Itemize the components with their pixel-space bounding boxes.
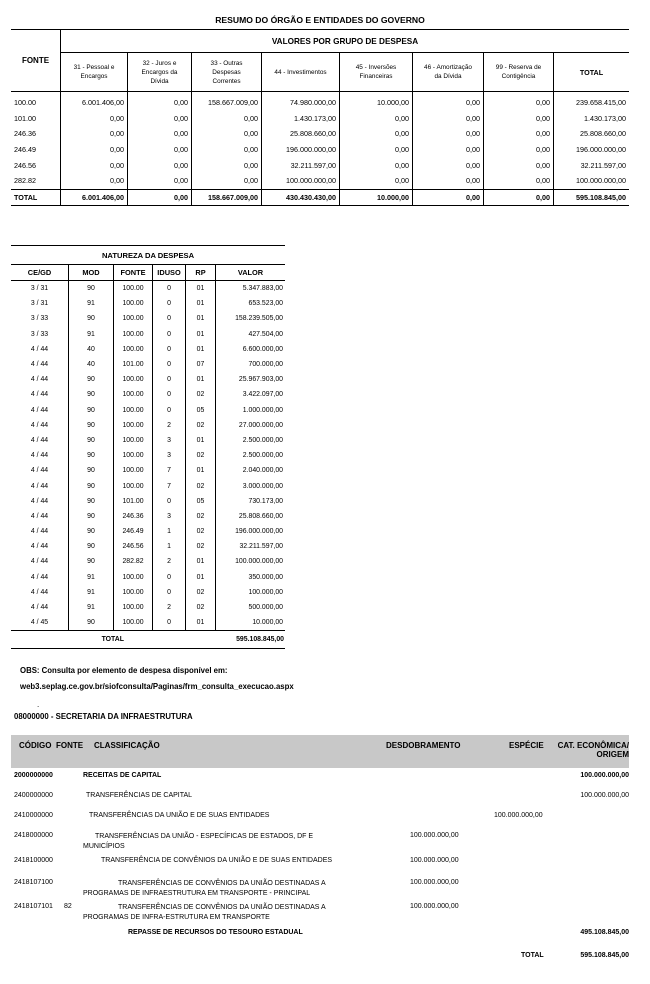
group-title: VALORES POR GRUPO DE DESPESA <box>61 30 630 53</box>
value-cell: 0,00 <box>340 126 413 142</box>
descricao-line: TRANSFERÊNCIAS DE CONVÊNIOS DA UNIÃO DESTINADAS A <box>118 904 326 911</box>
natureza-cell: 3 <box>153 433 186 448</box>
total-cell: 10.000,00 <box>340 189 413 205</box>
natureza-cell: 05 <box>186 494 216 509</box>
natureza-cell: 4 / 44 <box>30 604 49 612</box>
natureza-header-iduso: IDUSO <box>153 265 186 281</box>
natureza-cell: 100.00 <box>114 296 153 311</box>
natureza-cell: 4 / 44 <box>30 482 49 490</box>
natureza-cell: 100.00 <box>114 311 153 326</box>
natureza-cell: 100.00 <box>114 570 153 585</box>
col-header-total: TOTAL <box>554 53 630 92</box>
total-cell: 6.001.406,00 <box>61 189 128 205</box>
descricao-line: TRANSFERÊNCIAS DA UNIÃO - ESPECÍFICAS DE ESTADOS, DF E <box>95 833 314 840</box>
natureza-cell: 4 / 44 <box>30 467 49 475</box>
natureza-row <box>11 478 285 493</box>
natureza-cell: 653.523,00 <box>216 296 286 311</box>
value-cell: 0,00 <box>192 111 262 127</box>
value-cell: 0,00 <box>61 157 128 173</box>
natureza-row <box>11 342 285 357</box>
header-especie: ESPÉCIE <box>509 741 544 750</box>
natureza-cell: 500.000,00 <box>216 600 286 615</box>
natureza-row <box>11 554 285 569</box>
natureza-cell: 25.808.660,00 <box>216 509 286 524</box>
fonte-cell: 246.36 <box>14 129 36 139</box>
natureza-cell: 158.239.505,00 <box>216 311 286 326</box>
fonte-cell: 82 <box>64 903 72 910</box>
descricao-cell <box>83 879 383 899</box>
natureza-total-label: TOTAL <box>11 631 216 649</box>
codigo-cell: 2410000000 <box>14 812 53 819</box>
natureza-cell: 2.500.000,00 <box>216 433 286 448</box>
value-cell: 1.430.173,00 <box>554 111 630 127</box>
natureza-cell: 0 <box>153 403 186 418</box>
value-cell: 0,00 <box>484 111 554 127</box>
natureza-cell: 700.000,00 <box>216 357 286 372</box>
value-cell: 0,00 <box>413 92 484 111</box>
natureza-cell: 4 / 44 <box>30 528 49 536</box>
natureza-cell: 90 <box>69 418 114 433</box>
natureza-row <box>11 539 285 554</box>
natureza-cell: 1.000.000,00 <box>216 403 286 418</box>
natureza-row <box>11 463 285 478</box>
value-cell: 0,00 <box>128 142 192 158</box>
natureza-row <box>11 509 285 524</box>
natureza-header-valor: VALOR <box>216 265 286 281</box>
summary-row <box>11 126 629 142</box>
value-cell: 0,00 <box>484 173 554 189</box>
descricao-cell: RECEITAS DE CAPITAL <box>83 772 162 779</box>
desdobramento-cell: 100.000.000,00 <box>410 857 459 864</box>
natureza-row <box>11 387 285 402</box>
desdobramento-cell: 100.000.000,00 <box>410 832 459 839</box>
codigo-cell: 2418000000 <box>14 832 53 839</box>
natureza-cell: 100.00 <box>114 600 153 615</box>
classification-header <box>11 735 629 768</box>
value-cell: 0,00 <box>413 173 484 189</box>
col-header: 99 - Reserva de Contigência <box>484 53 554 92</box>
natureza-cell: 100.00 <box>114 615 153 631</box>
value-cell: 0,00 <box>413 111 484 127</box>
descricao-cell <box>83 832 383 852</box>
natureza-row <box>11 524 285 539</box>
natureza-cell: 02 <box>186 448 216 463</box>
value-cell: 0,00 <box>484 126 554 142</box>
natureza-cell: 0 <box>153 342 186 357</box>
natureza-row <box>11 327 285 342</box>
value-cell: 0,00 <box>340 157 413 173</box>
natureza-cell: 0 <box>153 570 186 585</box>
natureza-cell: 100.000,00 <box>216 585 286 600</box>
natureza-cell: 02 <box>186 524 216 539</box>
natureza-cell: 0 <box>153 327 186 342</box>
natureza-row <box>11 281 285 297</box>
summary-total-label: TOTAL <box>11 189 61 205</box>
codigo-cell: 2418107100 <box>14 879 53 886</box>
natureza-cell: 91 <box>69 600 114 615</box>
natureza-cell: 100.00 <box>114 327 153 342</box>
descricao-cell: TRANSFERÊNCIA DE CONVÊNIOS DA UNIÃO E DE SUAS ENTIDADES <box>101 857 333 864</box>
natureza-cell: 90 <box>69 433 114 448</box>
value-cell: 25.808.660,00 <box>262 126 340 142</box>
value-cell: 0,00 <box>192 173 262 189</box>
natureza-row <box>11 615 285 631</box>
natureza-row <box>11 570 285 585</box>
natureza-cell: 2 <box>153 418 186 433</box>
col-header: 45 - Inversões Financeiras <box>340 53 413 92</box>
fonte-cell: 246.49 <box>14 145 36 155</box>
natureza-cell: 427.504,00 <box>216 327 286 342</box>
value-cell: 0,00 <box>128 92 192 111</box>
summary-row <box>11 142 629 158</box>
repasse-value: 495.108.845,00 <box>580 929 629 936</box>
natureza-cell: 01 <box>186 570 216 585</box>
secretaria-title: 08000000 - SECRETARIA DA INFRAESTRUTURA <box>14 712 193 721</box>
descricao-line: TRANSFERÊNCIAS DE CONVÊNIOS DA UNIÃO DESTINADAS A <box>118 880 326 887</box>
value-cell: 0,00 <box>413 126 484 142</box>
natureza-table <box>11 245 285 649</box>
natureza-cell: 02 <box>186 509 216 524</box>
natureza-cell: 02 <box>186 585 216 600</box>
header-desdobramento: DESDOBRAMENTO <box>386 741 461 750</box>
summary-row <box>11 157 629 173</box>
value-cell: 0,00 <box>192 142 262 158</box>
total-cell: 0,00 <box>484 189 554 205</box>
natureza-row <box>11 448 285 463</box>
natureza-cell: 02 <box>186 387 216 402</box>
natureza-row <box>11 600 285 615</box>
natureza-title: NATUREZA DA DESPESA <box>11 246 285 265</box>
natureza-row <box>11 296 285 311</box>
natureza-cell: 3 / 33 <box>30 330 49 338</box>
natureza-cell: 3 / 31 <box>30 300 49 308</box>
natureza-cell: 100.00 <box>114 433 153 448</box>
dot-mark: . <box>37 700 40 709</box>
summary-table <box>11 10 629 206</box>
value-cell: 10.000,00 <box>340 92 413 111</box>
desdobramento-cell: 100.000.000,00 <box>410 879 459 886</box>
natureza-cell: 3 / 33 <box>30 315 49 323</box>
natureza-cell: 100.00 <box>114 403 153 418</box>
natureza-cell: 91 <box>69 296 114 311</box>
natureza-cell: 0 <box>153 311 186 326</box>
value-cell: 0,00 <box>484 157 554 173</box>
header-codigo: CÓDIGO <box>19 741 52 750</box>
natureza-cell: 3 <box>153 448 186 463</box>
value-cell: 0,00 <box>340 173 413 189</box>
natureza-cell: 196.000.000,00 <box>216 524 286 539</box>
natureza-cell: 90 <box>69 372 114 387</box>
value-cell: 0,00 <box>128 126 192 142</box>
natureza-cell: 101.00 <box>114 357 153 372</box>
natureza-cell: 90 <box>69 524 114 539</box>
natureza-cell: 2 <box>153 554 186 569</box>
natureza-cell: 90 <box>69 494 114 509</box>
total-cell: 158.667.009,00 <box>192 189 262 205</box>
natureza-cell: 4 / 44 <box>30 361 49 369</box>
natureza-cell: 246.49 <box>114 524 153 539</box>
natureza-cell: 6.600.000,00 <box>216 342 286 357</box>
natureza-row <box>11 403 285 418</box>
value-cell: 0,00 <box>128 173 192 189</box>
value-cell: 0,00 <box>484 142 554 158</box>
natureza-cell: 0 <box>153 296 186 311</box>
natureza-cell: 4 / 44 <box>30 436 49 444</box>
natureza-cell: 90 <box>69 448 114 463</box>
value-cell: 196.000.000,00 <box>262 142 340 158</box>
natureza-cell: 90 <box>69 463 114 478</box>
natureza-cell: 91 <box>69 327 114 342</box>
natureza-cell: 90 <box>69 311 114 326</box>
fonte-cell: 100.00 <box>14 98 36 108</box>
natureza-row <box>11 494 285 509</box>
col-header: 31 - Pessoal e Encargos <box>61 53 128 92</box>
value-cell: 0,00 <box>61 111 128 127</box>
codigo-cell: 2418100000 <box>14 857 53 864</box>
natureza-cell: 40 <box>69 342 114 357</box>
total-value: 595.108.845,00 <box>580 952 629 959</box>
natureza-cell: 100.00 <box>114 372 153 387</box>
descricao-cell: TRANSFERÊNCIAS DE CAPITAL <box>86 792 193 799</box>
natureza-cell: 4 / 45 <box>30 619 49 627</box>
col-header: 32 - Juros e Encargos da Dívida <box>128 53 192 92</box>
natureza-cell: 4 / 44 <box>30 512 49 520</box>
natureza-cell: 90 <box>69 387 114 402</box>
natureza-cell: 4 / 44 <box>30 543 49 551</box>
value-cell: 0,00 <box>61 142 128 158</box>
natureza-cell: 0 <box>153 585 186 600</box>
natureza-cell: 32.211.597,00 <box>216 539 286 554</box>
natureza-row <box>11 433 285 448</box>
natureza-cell: 01 <box>186 433 216 448</box>
value-cell: 6.001.406,00 <box>61 92 128 111</box>
natureza-cell: 2 <box>153 600 186 615</box>
natureza-cell: 2.500.000,00 <box>216 448 286 463</box>
natureza-cell: 01 <box>186 463 216 478</box>
natureza-cell: 730.173,00 <box>216 494 286 509</box>
natureza-cell: 3.422.097,00 <box>216 387 286 402</box>
value-cell: 100.000.000,00 <box>554 173 630 189</box>
natureza-cell: 100.00 <box>114 463 153 478</box>
value-cell: 0,00 <box>413 142 484 158</box>
natureza-cell: 0 <box>153 372 186 387</box>
natureza-cell: 100.00 <box>114 387 153 402</box>
natureza-cell: 3 / 31 <box>30 285 49 293</box>
natureza-cell: 3 <box>153 509 186 524</box>
natureza-cell: 0 <box>153 615 186 631</box>
value-cell: 0,00 <box>413 157 484 173</box>
natureza-cell: 4 / 44 <box>30 421 49 429</box>
natureza-cell: 4 / 44 <box>30 558 49 566</box>
value-cell: 100.000.000,00 <box>262 173 340 189</box>
natureza-cell: 01 <box>186 311 216 326</box>
natureza-cell: 0 <box>153 357 186 372</box>
natureza-cell: 5.347.883,00 <box>216 281 286 297</box>
value-cell: 0,00 <box>61 126 128 142</box>
total-label: TOTAL <box>521 952 544 959</box>
natureza-cell: 3.000.000,00 <box>216 478 286 493</box>
obs-line: OBS: Consulta por elemento de despesa disponível em: <box>20 666 228 675</box>
natureza-cell: 90 <box>69 509 114 524</box>
natureza-cell: 02 <box>186 418 216 433</box>
repasse-label: REPASSE DE RECURSOS DO TESOURO ESTADUAL <box>128 929 303 936</box>
natureza-total-value: 595.108.845,00 <box>216 631 286 649</box>
total-cell: 0,00 <box>128 189 192 205</box>
total-cell: 430.430.430,00 <box>262 189 340 205</box>
value-cell: 0,00 <box>340 111 413 127</box>
obs-note <box>20 663 294 695</box>
natureza-cell: 90 <box>69 281 114 297</box>
natureza-cell: 07 <box>186 357 216 372</box>
natureza-cell: 90 <box>69 615 114 631</box>
natureza-cell: 01 <box>186 296 216 311</box>
natureza-cell: 01 <box>186 281 216 297</box>
natureza-cell: 91 <box>69 585 114 600</box>
descricao-line: PROGRAMAS DE INFRA-ESTRUTURA EM TRANSPORTE <box>83 914 270 921</box>
natureza-cell: 02 <box>186 600 216 615</box>
natureza-cell: 7 <box>153 478 186 493</box>
natureza-cell: 4 / 44 <box>30 406 49 414</box>
natureza-cell: 90 <box>69 539 114 554</box>
especie-cell: 100.000.000,00 <box>494 812 543 819</box>
header-cat: CAT. ECONÔMICA/ ORIGEM <box>557 741 629 759</box>
natureza-cell: 101.00 <box>114 494 153 509</box>
natureza-cell: 0 <box>153 281 186 297</box>
natureza-row <box>11 418 285 433</box>
natureza-cell: 01 <box>186 615 216 631</box>
col-header: 46 - Amortização da Dívida <box>413 53 484 92</box>
natureza-cell: 05 <box>186 403 216 418</box>
natureza-cell: 4 / 44 <box>30 497 49 505</box>
natureza-cell: 01 <box>186 372 216 387</box>
total-cell: 0,00 <box>413 189 484 205</box>
natureza-cell: 100.00 <box>114 585 153 600</box>
natureza-cell: 02 <box>186 539 216 554</box>
natureza-cell: 100.00 <box>114 342 153 357</box>
header-classificacao: CLASSIFICAÇÃO <box>94 741 160 750</box>
natureza-cell: 0 <box>153 387 186 402</box>
natureza-cell: 1 <box>153 539 186 554</box>
natureza-cell: 90 <box>69 403 114 418</box>
value-cell: 0,00 <box>61 173 128 189</box>
natureza-cell: 91 <box>69 570 114 585</box>
natureza-cell: 100.00 <box>114 418 153 433</box>
fonte-cell: 101.00 <box>14 113 36 123</box>
natureza-cell: 4 / 44 <box>30 391 49 399</box>
natureza-cell: 4 / 44 <box>30 345 49 353</box>
natureza-cell: 25.967.903,00 <box>216 372 286 387</box>
value-cell: 196.000.000,00 <box>554 142 630 158</box>
natureza-cell: 40 <box>69 357 114 372</box>
descricao-cell: TRANSFERÊNCIAS DA UNIÃO E DE SUAS ENTIDADES <box>89 812 270 819</box>
natureza-row <box>11 372 285 387</box>
natureza-cell: 4 / 44 <box>30 573 49 581</box>
natureza-cell: 1 <box>153 524 186 539</box>
value-cell: 158.667.009,00 <box>192 92 262 111</box>
codigo-cell: 2418107101 <box>14 903 53 910</box>
natureza-cell: 4 / 44 <box>30 588 49 596</box>
summary-row <box>11 111 629 127</box>
col-header: 44 - Investimentos <box>262 53 340 92</box>
natureza-cell: 90 <box>69 478 114 493</box>
summary-total-row <box>11 189 629 205</box>
fonte-header: FONTE <box>11 30 61 92</box>
fonte-cell: 246.56 <box>14 160 36 170</box>
natureza-cell: 01 <box>186 327 216 342</box>
natureza-cell: 4 / 44 <box>30 376 49 384</box>
value-cell: 0,00 <box>340 142 413 158</box>
value-cell: 32.211.597,00 <box>262 157 340 173</box>
obs-link[interactable]: web3.seplag.ce.gov.br/siofconsulta/Paginas/frm_consulta_execucao.aspx <box>20 682 294 691</box>
natureza-header-rp: RP <box>186 265 216 281</box>
header-fonte: FONTE <box>56 741 84 750</box>
summary-row <box>11 173 629 189</box>
value-cell: 0,00 <box>484 92 554 111</box>
descricao-line: MUNICÍPIOS <box>83 843 125 850</box>
desdobramento-cell: 100.000.000,00 <box>410 903 459 910</box>
col-header: 33 - Outras Despesas Correntes <box>192 53 262 92</box>
value-cell: 0,00 <box>128 111 192 127</box>
natureza-cell: 27.000.000,00 <box>216 418 286 433</box>
natureza-cell: 100.000.000,00 <box>216 554 286 569</box>
value-cell: 0,00 <box>128 157 192 173</box>
cat-cell: 100.000.000,00 <box>580 772 629 779</box>
total-cell: 595.108.845,00 <box>554 189 630 205</box>
value-cell: 32.211.597,00 <box>554 157 630 173</box>
natureza-cell: 02 <box>186 478 216 493</box>
natureza-header-cegd: CE/GD <box>11 265 69 281</box>
natureza-cell: 246.56 <box>114 539 153 554</box>
natureza-header-fonte: FONTE <box>114 265 153 281</box>
summary-row <box>11 92 629 111</box>
natureza-header-mod: MOD <box>69 265 114 281</box>
natureza-cell: 282.82 <box>114 554 153 569</box>
descricao-line: PROGRAMAS DE INFRAESTRUTURA EM TRANSPORTE - PRINCIPAL <box>83 890 311 897</box>
natureza-cell: 246.36 <box>114 509 153 524</box>
natureza-row <box>11 311 285 326</box>
value-cell: 25.808.660,00 <box>554 126 630 142</box>
natureza-row <box>11 585 285 600</box>
fonte-cell: 282.82 <box>14 176 36 186</box>
natureza-row <box>11 357 285 372</box>
value-cell: 239.658.415,00 <box>554 92 630 111</box>
descricao-cell <box>83 903 383 923</box>
value-cell: 0,00 <box>192 126 262 142</box>
natureza-cell: 100.00 <box>114 281 153 297</box>
value-cell: 74.980.000,00 <box>262 92 340 111</box>
natureza-cell: 01 <box>186 554 216 569</box>
natureza-cell: 350.000,00 <box>216 570 286 585</box>
natureza-cell: 0 <box>153 494 186 509</box>
natureza-cell: 10.000,00 <box>216 615 286 631</box>
natureza-cell: 100.00 <box>114 448 153 463</box>
natureza-cell: 7 <box>153 463 186 478</box>
natureza-cell: 90 <box>69 554 114 569</box>
value-cell: 1.430.173,00 <box>262 111 340 127</box>
cat-cell: 100.000.000,00 <box>580 792 629 799</box>
codigo-cell: 2400000000 <box>14 792 53 799</box>
natureza-cell: 2.040.000,00 <box>216 463 286 478</box>
codigo-cell: 2000000000 <box>14 772 53 779</box>
value-cell: 0,00 <box>192 157 262 173</box>
natureza-cell: 4 / 44 <box>30 452 49 460</box>
natureza-cell: 01 <box>186 342 216 357</box>
summary-title: RESUMO DO ÓRGÃO E ENTIDADES DO GOVERNO <box>11 10 629 30</box>
natureza-cell: 100.00 <box>114 478 153 493</box>
